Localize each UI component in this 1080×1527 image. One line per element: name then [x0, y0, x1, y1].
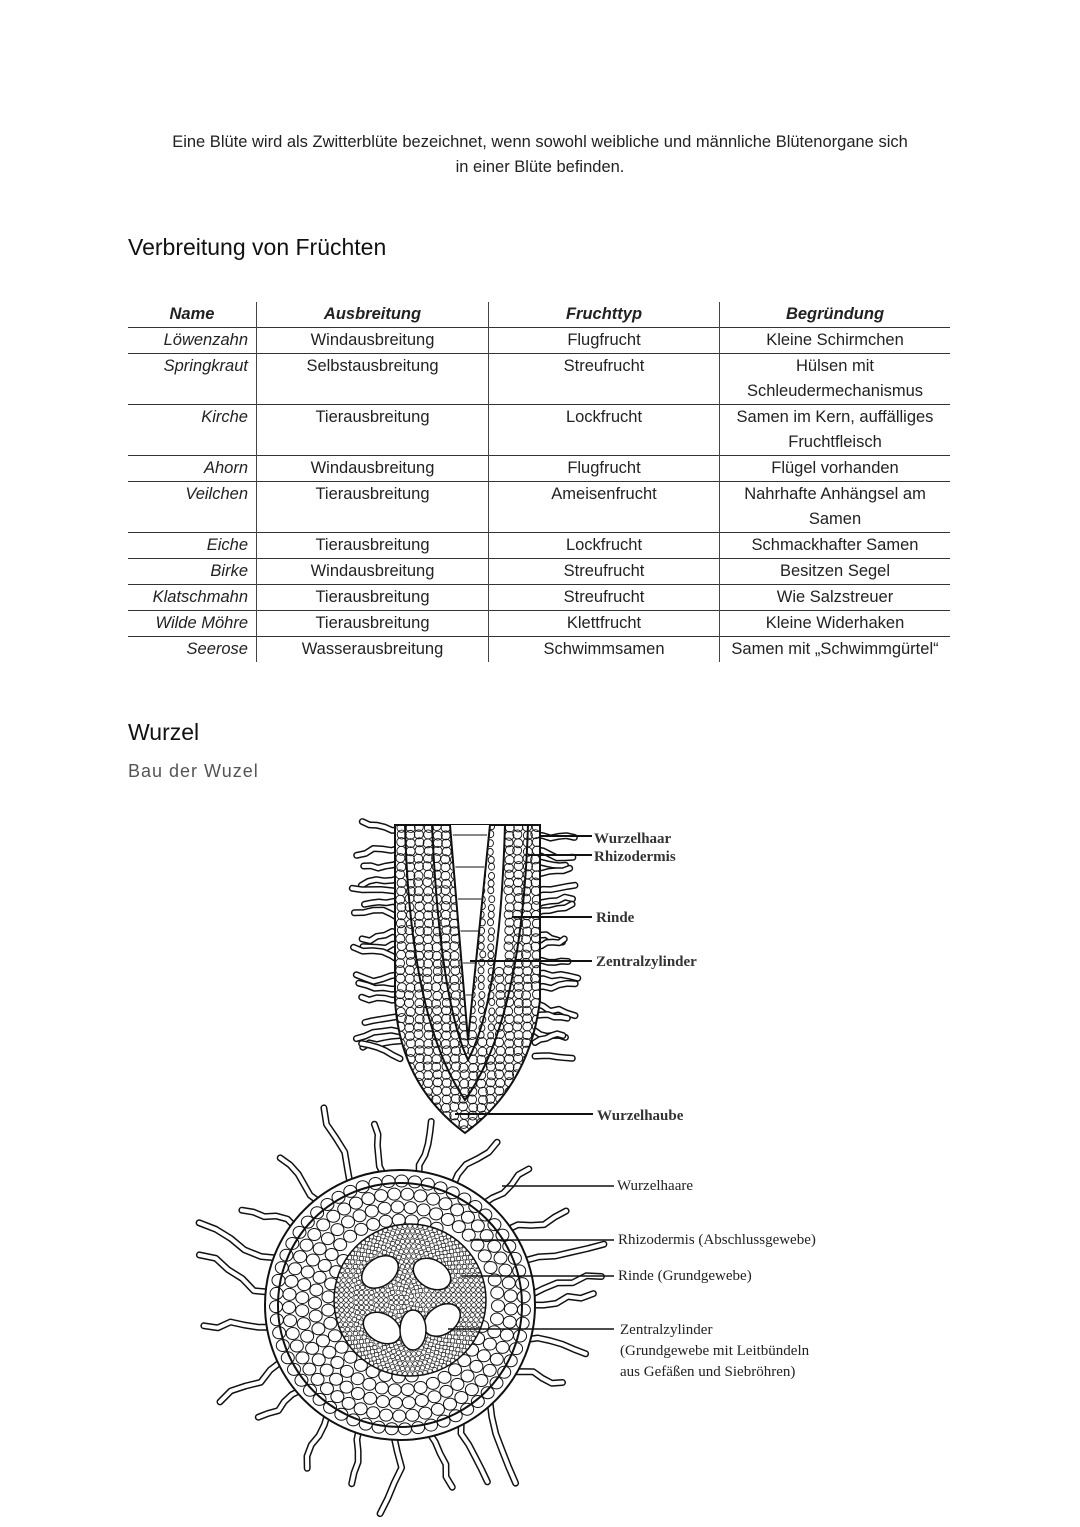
cell-name: Wilde Möhre	[155, 614, 248, 632]
header-fruchttyp: Fruchttyp	[489, 302, 720, 328]
cell-begruendung: Nahrhafte Anhängsel am Samen	[720, 482, 951, 533]
intro-line-1: Eine Blüte wird als Zwitterblüte bezeichnet, wenn sowohl weibliche und männliche Blütenorgane sich	[172, 133, 908, 151]
cell-fruchttyp: Schwimmsamen	[489, 637, 720, 663]
cell-ausbreitung: Tierausbreitung	[257, 611, 489, 637]
cell-fruchttyp: Flugfrucht	[489, 456, 720, 482]
cell-ausbreitung: Selbstausbreitung	[257, 354, 489, 405]
label-wurzelhaare: Wurzelhaare	[617, 1178, 694, 1194]
cell-name: Birke	[210, 562, 248, 580]
root-longitudinal-section-diagram	[352, 822, 578, 1137]
cell-ausbreitung: Tierausbreitung	[257, 482, 489, 533]
header-begruendung: Begründung	[720, 302, 951, 328]
cell-fruchttyp: Streufrucht	[489, 585, 720, 611]
cell-name: Klatschmahn	[152, 588, 248, 606]
label-rhizodermis-abschlussgewebe: Rhizodermis (Abschlussgewebe)	[618, 1232, 816, 1248]
cell-fruchttyp: Klettfrucht	[489, 611, 720, 637]
cell-ausbreitung: Windausbreitung	[257, 559, 489, 585]
label-zentralzylinder-cross: Zentralzylinder	[620, 1322, 713, 1338]
label-zentralzylinder: Zentralzylinder	[596, 954, 697, 970]
cell-name: Ahorn	[203, 459, 248, 477]
cell-name: Löwenzahn	[163, 331, 248, 349]
cell-fruchttyp: Ameisenfrucht	[489, 482, 720, 533]
cell-fruchttyp: Lockfrucht	[489, 533, 720, 559]
intro-line-2: in einer Blüte befinden.	[455, 158, 625, 176]
label-rinde: Rinde	[596, 910, 635, 926]
section-subtitle-root-structure: Bau der Wuzel	[128, 761, 259, 781]
cell-begruendung: Besitzen Segel	[720, 559, 951, 585]
cell-begruendung: Samen mit „Schwimmgürtel“	[720, 637, 951, 663]
cell-begruendung: Flügel vorhanden	[720, 456, 951, 482]
cell-begruendung: Schmackhafter Samen	[720, 533, 951, 559]
cell-begruendung: Wie Salzstreuer	[720, 585, 951, 611]
cell-name: Springkraut	[163, 357, 248, 375]
label-rhizodermis: Rhizodermis	[594, 849, 676, 865]
label-zentralzylinder-desc-2: aus Gefäßen und Siebröhren)	[620, 1364, 796, 1380]
cell-begruendung: Kleine Schirmchen	[720, 328, 951, 354]
cell-ausbreitung: Tierausbreitung	[257, 405, 489, 456]
label-wurzelhaar: Wurzelhaar	[594, 831, 672, 847]
cell-ausbreitung: Tierausbreitung	[257, 585, 489, 611]
cell-begruendung: Kleine Widerhaken	[720, 611, 951, 637]
cell-fruchttyp: Lockfrucht	[489, 405, 720, 456]
cell-begruendung: Hülsen mit Schleudermechanismus	[720, 354, 951, 405]
cell-name: Veilchen	[185, 485, 248, 503]
cell-name: Eiche	[206, 536, 248, 554]
label-wurzelhaube: Wurzelhaube	[597, 1108, 684, 1124]
section-title-fruits: Verbreitung von Früchten	[128, 234, 387, 260]
cell-name: Seerose	[186, 640, 248, 658]
section-title-root: Wurzel	[128, 719, 200, 745]
cell-ausbreitung: Tierausbreitung	[257, 533, 489, 559]
cell-ausbreitung: Wasserausbreitung	[257, 637, 489, 663]
cell-ausbreitung: Windausbreitung	[257, 328, 489, 354]
cell-fruchttyp: Flugfrucht	[489, 328, 720, 354]
cell-fruchttyp: Streufrucht	[489, 559, 720, 585]
root-cross-section-diagram	[199, 1108, 604, 1514]
label-rinde-grundgewebe: Rinde (Grundgewebe)	[618, 1268, 752, 1284]
header-ausbreitung: Ausbreitung	[257, 302, 489, 328]
label-zentralzylinder-desc-1: (Grundgewebe mit Leitbündeln	[620, 1343, 810, 1359]
cell-begruendung: Samen im Kern, auffälliges Fruchtfleisch	[720, 405, 951, 456]
header-name: Name	[169, 305, 215, 323]
cell-name: Kirche	[201, 408, 248, 426]
cell-ausbreitung: Windausbreitung	[257, 456, 489, 482]
cell-fruchttyp: Streufrucht	[489, 354, 720, 405]
